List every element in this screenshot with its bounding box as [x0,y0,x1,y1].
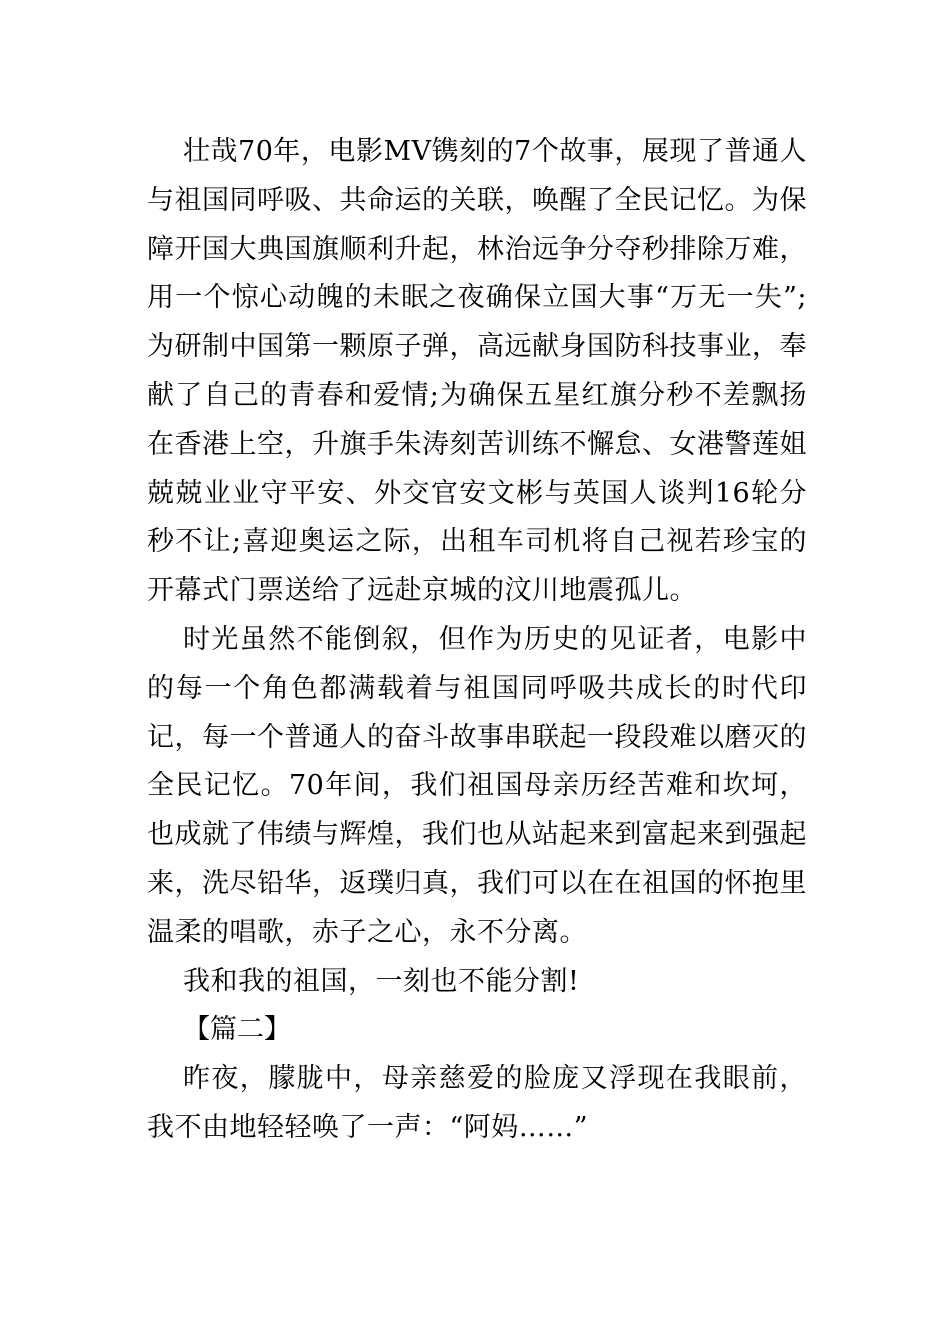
document-body [147,128,807,1153]
paragraph-2: 时光虽然不能倒叙，但作为历史的见证者，电影中的每一个角色都满载着与祖国同呼吸共成长的时代印记，每一个普通人的奋斗故事串联起一段段难以磨灭的全民记忆。70年间，我们祖国母亲历经苦难和坎坷，也成就了伟绩与辉煌，我们也从站起来到富起来到强起来，洗尽铅华，返璞归真，我们可以在在祖国的怀抱里温柔的唱歌，赤子之心，永不分离。 [147,623,807,948]
paragraph-1: 壮哉70年，电影MV镌刻的7个故事，展现了普通人与祖国同呼吸、共命运的关联，唤醒了全民记忆。为保障开国大典国旗顺利升起，林治远争分夺秒排除万难，用一个惊心动魄的未眠之夜确保立国大事“万无一失”;为研制中国第一颗原子弹，高远献身国防科技事业，奉献了自己的青春和爱情;为确保五星红旗分秒不差飘扬在香港上空，升旗手朱涛刻苦训练不懈怠、女港警莲姐兢兢业业守平安、外交官安文彬与英国人谈判16轮分秒不让;喜迎奥运之际，出租车司机将自己视若珍宝的开幕式门票送给了远赴京城的汶川地震孤儿。 [147,136,807,607]
section-heading: 【篇二】 [183,1014,291,1046]
paragraph-3: 我和我的祖国，一刻也不能分割! [183,965,580,997]
paragraph-4: 昨夜，朦胧中，母亲慈爱的脸庞又浮现在我眼前，我不由地轻轻唤了一声：“阿妈……” [147,1063,807,1143]
